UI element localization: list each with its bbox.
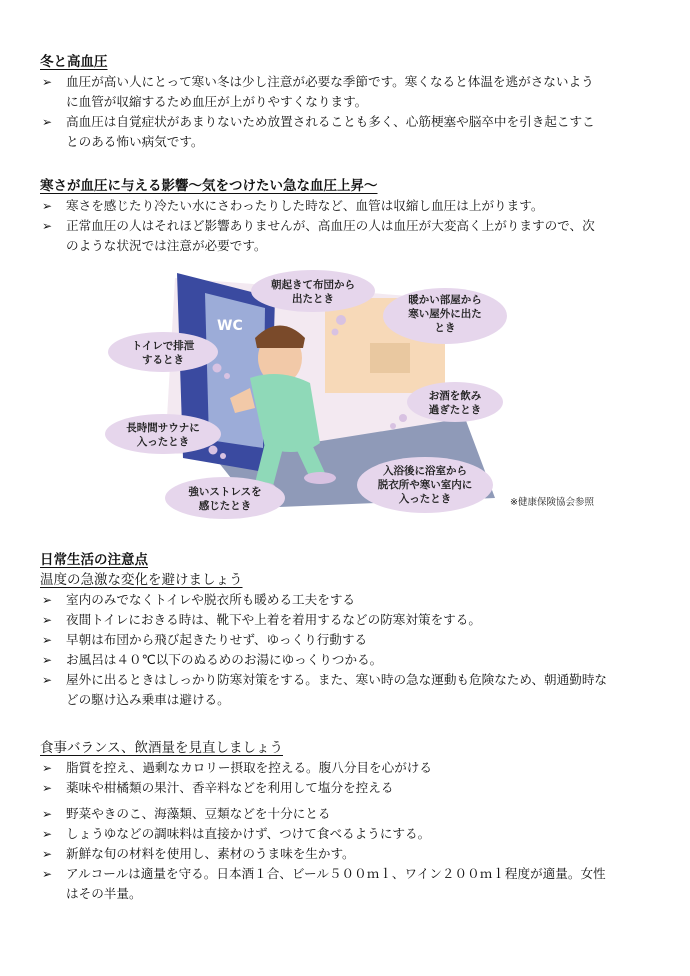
arrow-bullet-icon: ➢ xyxy=(42,761,53,775)
section-heading: 寒さが血圧に与える影響～気をつけたい急な血圧上昇～ xyxy=(40,178,378,194)
svg-text:するとき: するとき xyxy=(142,354,184,366)
list-item: ➢ 血圧が高い人にとって寒い冬は少し注意が必要な季節です。寒くなると体温を逃がさないよう に血管が収縮するため血圧が上がりやすくなります。 xyxy=(42,74,594,109)
bubble-after-bath xyxy=(357,457,493,513)
svg-text:寒い屋外に出た: 寒い屋外に出た xyxy=(408,308,482,320)
bullet-list xyxy=(40,72,660,152)
arrow-bullet-icon: ➢ xyxy=(42,75,53,89)
svg-text:出たとき: 出たとき xyxy=(292,293,334,305)
arrow-bullet-icon: ➢ xyxy=(42,673,53,687)
svg-text:感じたとき: 感じたとき xyxy=(198,500,252,512)
bullet-list xyxy=(40,804,660,904)
svg-text:朝起きて布団から: 朝起きて布団から xyxy=(271,279,355,291)
bubble-toilet xyxy=(108,332,218,372)
bubble-alcohol xyxy=(407,382,503,422)
bubble-stress xyxy=(165,477,285,519)
section-winter-hypertension xyxy=(40,52,660,152)
svg-text:トイレで排泄: トイレで排泄 xyxy=(131,340,195,352)
list-item: ➢ 薬味や柑橘類の果汁、香辛料などを利用して塩分を控える xyxy=(40,778,660,798)
svg-text:入ったとき: 入ったとき xyxy=(398,493,452,505)
sub-heading: 食事バランス、飲酒量を見直しましょう xyxy=(40,740,283,756)
bullet-list xyxy=(40,196,660,256)
svg-text:入ったとき: 入ったとき xyxy=(136,436,190,448)
bullet-list xyxy=(40,590,660,710)
arrow-bullet-icon: ➢ xyxy=(42,847,53,861)
list-item: ➢ しょうゆなどの調味料は直接かけず、つけて食べるようにする。 xyxy=(40,824,660,844)
hypertension-illustration xyxy=(105,268,515,523)
section-heading: 日常生活の注意点 xyxy=(40,552,148,568)
svg-text:お酒を飲み: お酒を飲み xyxy=(428,390,482,402)
svg-text:とき: とき xyxy=(434,322,456,334)
section-heading: 冬と高血圧 xyxy=(40,54,108,70)
arrow-bullet-icon: ➢ xyxy=(42,653,53,667)
section-cold-effects xyxy=(40,176,660,256)
svg-text:長時間サウナに: 長時間サウナに xyxy=(126,422,200,434)
list-item: ➢ 正常血圧の人はそれほど影響ありませんが、高血圧の人は血圧が大変高く上がりますので、次 のような状況では注意が必要です。 xyxy=(42,218,595,253)
arrow-bullet-icon: ➢ xyxy=(42,199,53,213)
arrow-bullet-icon: ➢ xyxy=(42,807,53,821)
svg-text:過ぎたとき: 過ぎたとき xyxy=(428,404,482,416)
illustration-svg xyxy=(105,268,515,523)
sub-heading: 温度の急激な変化を避けましょう xyxy=(40,572,243,588)
section-diet xyxy=(40,738,660,904)
svg-text:入浴後に浴室から: 入浴後に浴室から xyxy=(383,465,467,477)
section-daily-life xyxy=(40,550,660,710)
list-item: ➢ 野菜やきのこ、海藻類、豆類などを十分にとる xyxy=(40,804,660,824)
arrow-bullet-icon: ➢ xyxy=(42,633,53,647)
bubble-morning xyxy=(251,270,375,312)
wc-sign: WC xyxy=(217,318,243,334)
list-item: ➢ 新鮮な旬の材料を使用し、素材のうま味を生かす。 xyxy=(40,844,660,864)
arrow-bullet-icon: ➢ xyxy=(42,613,53,627)
bullet-list xyxy=(40,758,660,798)
bubble-sauna xyxy=(105,414,221,454)
list-item: ➢ 高血圧は自覚症状があまりないため放置されることも多く、心筋梗塞や脳卒中を引き起こすこ とのある怖い病気です。 xyxy=(42,114,595,149)
list-item: ➢ アルコールは適量を守る。日本酒１合、ビール５００ｍｌ、ワイン２００ｍｌ程度が適量。女性 はその半量。 xyxy=(42,866,606,901)
list-item: ➢ 早朝は布団から飛び起きたりせず、ゆっくり行動する xyxy=(40,630,660,650)
arrow-bullet-icon: ➢ xyxy=(42,867,53,881)
arrow-bullet-icon: ➢ xyxy=(42,219,53,233)
arrow-bullet-icon: ➢ xyxy=(42,115,53,129)
arrow-bullet-icon: ➢ xyxy=(42,781,53,795)
source-note: ※健康保険協会参照 xyxy=(510,497,594,508)
list-item: ➢ お風呂は４０℃以下のぬるめのお湯にゆっくりつかる。 xyxy=(40,650,660,670)
bubble-warm-to-cold xyxy=(383,288,507,344)
list-item: ➢ 脂質を控え、過剰なカロリー摂取を控える。腹八分目を心がける xyxy=(40,758,660,778)
svg-text:強いストレスを: 強いストレスを xyxy=(188,486,262,498)
list-item: ➢ 寒さを感じたり冷たい水にさわったりした時など、血管は収縮し血圧は上がります。 xyxy=(40,196,660,216)
arrow-bullet-icon: ➢ xyxy=(42,827,53,841)
svg-text:暖かい部屋から: 暖かい部屋から xyxy=(408,294,482,306)
svg-text:脱衣所や寒い室内に: 脱衣所や寒い室内に xyxy=(377,479,473,491)
arrow-bullet-icon: ➢ xyxy=(42,593,53,607)
list-item: ➢ 屋外に出るときはしっかり防寒対策をする。また、寒い時の急な運動も危険なため、朝通勤時な どの駆け込み乗車は避ける。 xyxy=(42,672,608,707)
list-item: ➢ 室内のみでなくトイレや脱衣所も暖める工夫をする xyxy=(40,590,660,610)
list-item: ➢ 夜間トイレにおきる時は、靴下や上着を着用するなどの防寒対策をする。 xyxy=(40,610,660,630)
